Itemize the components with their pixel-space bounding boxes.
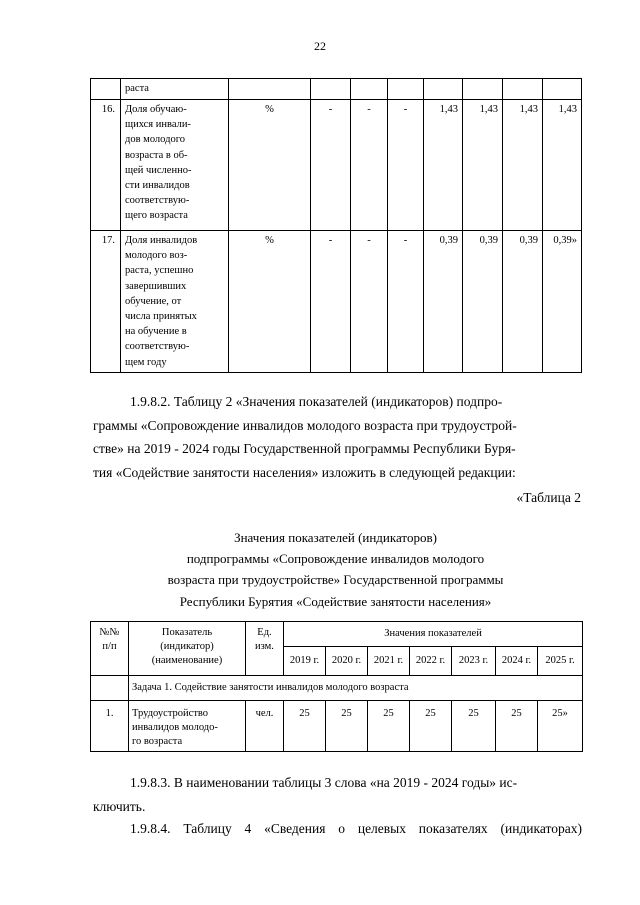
value-cell: 25: [496, 701, 538, 752]
indicator-name-line: на обучение в: [125, 326, 187, 338]
value-cell: 1,43: [543, 100, 582, 231]
value-cell: -: [351, 231, 388, 373]
value-cell: 0,39»: [543, 231, 582, 373]
year-header: 2025 г.: [538, 647, 583, 676]
paragraph-line: стве» на 2019 - 2024 годы Государственной программы Республики Буря-: [93, 441, 516, 456]
table-row: [91, 79, 582, 100]
table-title: [90, 527, 581, 612]
value-cell: 25: [368, 701, 410, 752]
value-cell: 0,39: [503, 231, 543, 373]
task-cell: Задача 1. Содействие занятости инвалидов молодого возраста: [129, 676, 583, 701]
year-header: 2019 г.: [284, 647, 326, 676]
value-cell: -: [388, 231, 424, 373]
row-number-cell: 1.: [91, 701, 129, 752]
indicator-name-line: числа принятых: [125, 311, 197, 323]
num-header: №№ п/п: [91, 622, 129, 676]
values-header: Значения показателей: [284, 622, 583, 647]
indicator-name-line: Трудоустройство: [132, 708, 209, 719]
indicator-name-cell: [121, 231, 229, 373]
value-cell: 25: [410, 701, 452, 752]
value-cell: -: [388, 100, 424, 231]
indicator-name-line: щем году: [125, 356, 167, 368]
paragraph-line: ключить.: [93, 798, 146, 814]
indicator-name-line: Доля обучаю-: [125, 104, 187, 115]
paragraph-1-9-8-2: [93, 390, 582, 484]
paragraph-line: 1.9.8.4. Таблицу 4 «Сведения о целевых показателях (индикаторах): [130, 821, 582, 836]
value-cell: 25: [284, 701, 326, 752]
year-header: 2020 г.: [326, 647, 368, 676]
row-number-cell: 16.: [91, 100, 121, 231]
indicator-name-line: соответствую-: [125, 195, 190, 207]
year-header: 2024 г.: [496, 647, 538, 676]
indicator-name-line: дов молодого: [125, 134, 186, 146]
indicator-name-line: щихся инвали-: [125, 119, 191, 131]
row-number-cell: 17.: [91, 231, 121, 373]
indicator-name-line: го возраста: [132, 736, 183, 747]
indicator-name-line: щей численно-: [125, 164, 192, 176]
indicator-name-line: молодого воз-: [125, 250, 188, 262]
value-cell: -: [351, 100, 388, 231]
value-cell: 25: [326, 701, 368, 752]
year-header: 2023 г.: [452, 647, 496, 676]
unit-header: Ед. изм.: [246, 622, 284, 676]
paragraph-line: 1.9.8.3. В наименовании таблицы 3 слова «на 2019 - 2024 годы» ис-: [130, 775, 518, 790]
unit-cell: %: [229, 100, 311, 231]
indicator-name-cell: [129, 701, 246, 752]
paragraph-line: граммы «Сопровождение инвалидов молодого возраста при трудоустрой-: [93, 417, 517, 433]
indicator-name-line: сти инвалидов: [125, 180, 190, 192]
indicator-header: Показатель (индикатор) (наименование): [129, 622, 246, 676]
year-header: 2021 г.: [368, 647, 410, 676]
indicator-name-line: возраста в об-: [125, 149, 188, 161]
indicator-name-line: инвалидов молодо-: [132, 722, 218, 733]
value-cell: 1,43: [503, 100, 543, 231]
task-row: [91, 676, 583, 701]
value-cell: 25: [452, 701, 496, 752]
value-cell: 1,43: [463, 100, 503, 231]
table-title-line: подпрограммы «Сопровождение инвалидов молодого: [186, 551, 485, 567]
indicator-name-line: Доля инвалидов: [125, 235, 198, 246]
paragraph-1-9-8-4: [93, 817, 582, 841]
indicator-name-line: соответствую-: [125, 341, 190, 353]
indicator-name-line: щего возраста: [125, 210, 188, 222]
indicator-name-line: раста, успешно: [125, 265, 194, 277]
year-header: 2022 г.: [410, 647, 452, 676]
indicators-table-2: [90, 621, 583, 752]
value-cell: 1,43: [424, 100, 463, 231]
value-cell: 25»: [538, 701, 583, 752]
row-number-cell: [91, 79, 121, 100]
value-cell: -: [311, 231, 351, 373]
header-row: [91, 622, 583, 647]
table-title-line: возраста при трудоустройстве» Государственной программы: [167, 572, 504, 588]
table-label: «Таблица 2: [516, 490, 581, 505]
indicators-table-continued: [90, 78, 582, 373]
value-cell: -: [311, 100, 351, 231]
paragraph-line: тия «Содействие занятости населения» изложить в следующей редакции:: [93, 464, 516, 480]
table-row: [91, 231, 582, 373]
indicator-name-line: завершивших: [125, 280, 187, 292]
indicator-name-line: раста: [125, 83, 149, 94]
table-row: [91, 100, 582, 231]
table-row: [91, 701, 583, 752]
paragraph-1-9-8-3: [93, 771, 582, 818]
indicator-name-cell: [121, 79, 229, 100]
unit-cell: %: [229, 231, 311, 373]
table-title-line: Республики Бурятия «Содействие занятости населения»: [179, 593, 492, 609]
value-cell: 0,39: [424, 231, 463, 373]
table-title-line: Значения показателей (индикаторов): [234, 530, 437, 545]
paragraph-line: 1.9.8.2. Таблицу 2 «Значения показателей (индикаторов) подпро-: [130, 394, 503, 409]
unit-cell: чел.: [246, 701, 284, 752]
page-number: 22: [314, 39, 326, 53]
indicator-name-line: обучение, от: [125, 295, 182, 307]
indicator-name-cell: [121, 100, 229, 231]
value-cell: 0,39: [463, 231, 503, 373]
